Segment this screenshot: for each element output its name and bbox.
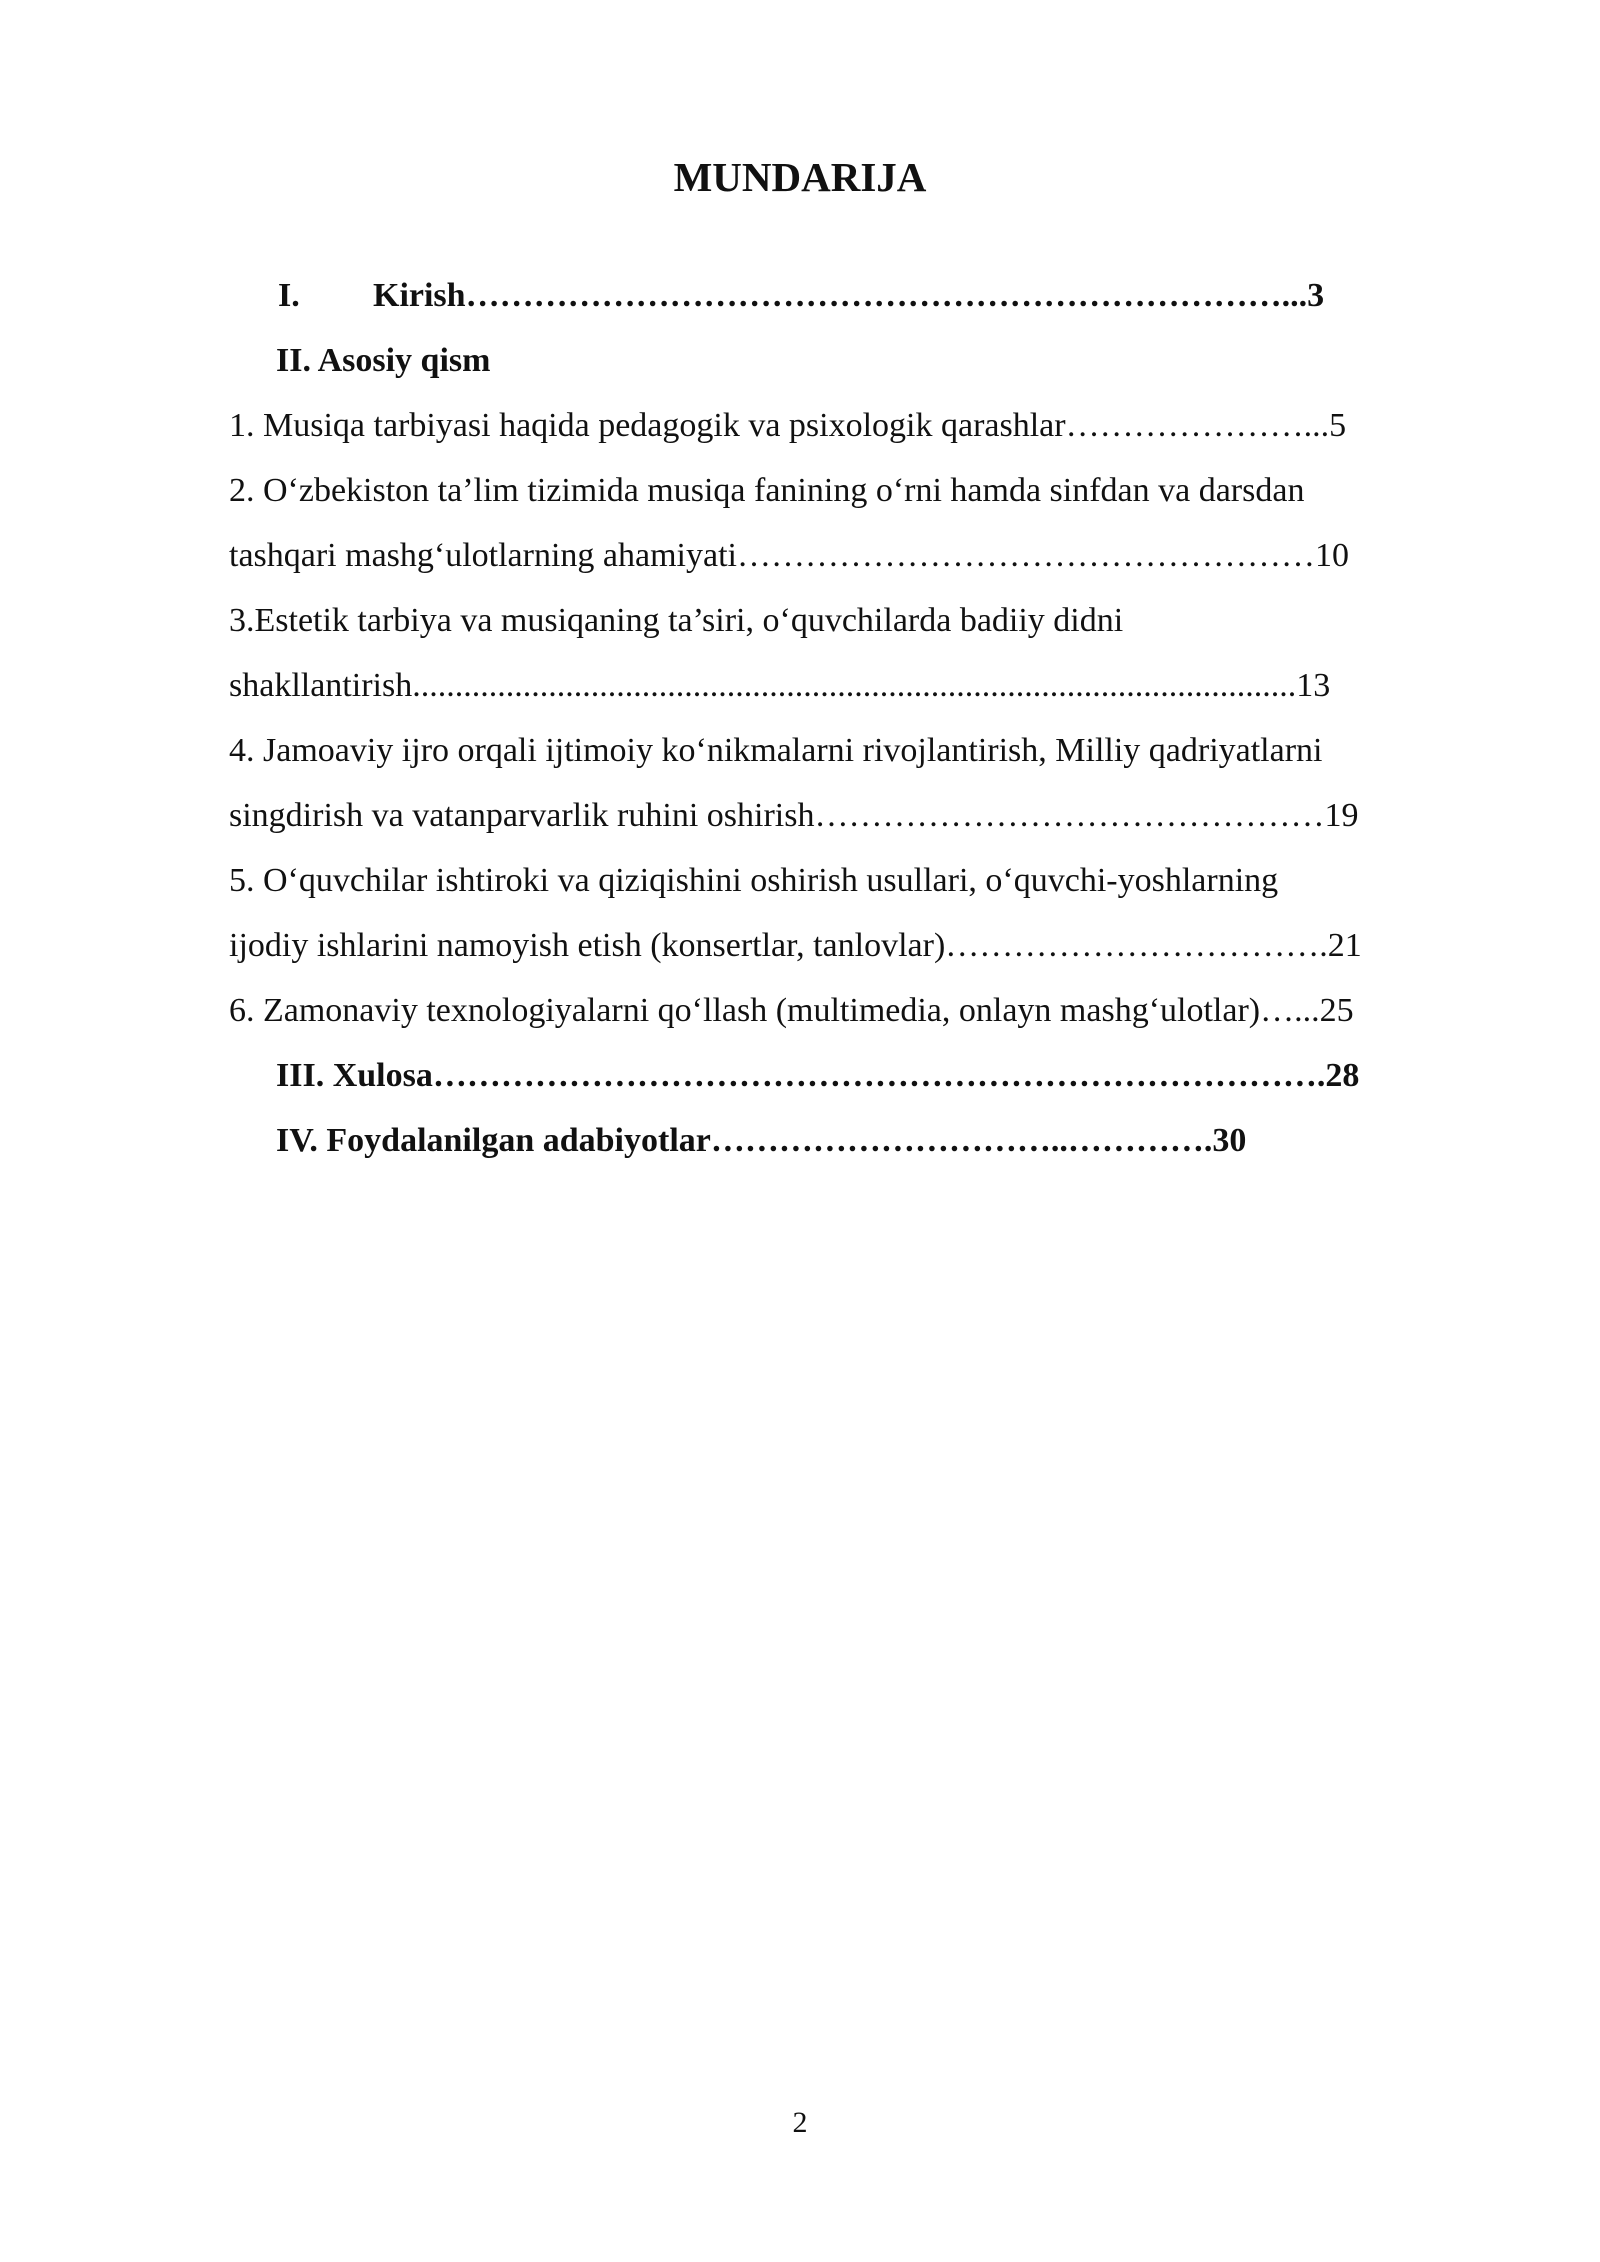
toc-entry-5-line-1: 5. O‘quvchilar ishtiroki va qiziqishini oshirish usullari, o‘quvchi-yoshlarning — [229, 862, 1279, 899]
toc-entry-4-line-1: 4. Jamoaviy ijro orqali ijtimoiy ko‘nikmalarni rivojlantirish, Milliy qadriyatlarni — [229, 732, 1323, 769]
page-title: MUNDARIJA — [673, 154, 927, 200]
toc-section-asosiy: II. Asosiy qism — [276, 342, 491, 379]
toc-entry-kirish-numeral: I. — [278, 277, 300, 314]
page-number: 2 — [792, 2106, 808, 2139]
toc-entry-6: 6. Zamonaviy texnologiyalarni qo‘llash (multimedia, onlayn mashg‘ulotlar)…...25 — [229, 992, 1354, 1029]
toc-entry-5-line-2: ijodiy ishlarini namoyish etish (konsertlar, tanlovlar)…………………………….21 — [229, 927, 1362, 964]
toc-entry-3-line-1: 3.Estetik tarbiya va musiqaning ta’siri, o‘quvchilarda badiiy didni — [229, 602, 1124, 639]
toc-entry-2-line-2: tashqari mashg‘ulotlarning ahamiyati……………………………………………10 — [229, 537, 1349, 574]
toc-entry-4-line-2: singdirish va vatanparvarlik ruhini oshirish………………………………………19 — [229, 797, 1359, 834]
toc-entry-3-line-2: shakllantirish........................................................................................................13 — [229, 667, 1331, 704]
toc-entry-kirish: Kirish………………………………………………………………...3 — [373, 277, 1325, 314]
toc-entry-foydalanilgan-adabiyotlar: IV. Foydalanilgan adabiyotlar…………………………..………….30 — [276, 1122, 1247, 1159]
toc-entry-2-line-1: 2. O‘zbekiston ta’lim tizimida musiqa fanining o‘rni hamda sinfdan va darsdan — [229, 472, 1305, 509]
toc-entry-1: 1. Musiqa tarbiyasi haqida pedagogik va psixologik qarashlar…………………...5 — [229, 407, 1347, 444]
toc-entry-xulosa: III. Xulosa…………………………………………………………………….28 — [276, 1057, 1360, 1094]
